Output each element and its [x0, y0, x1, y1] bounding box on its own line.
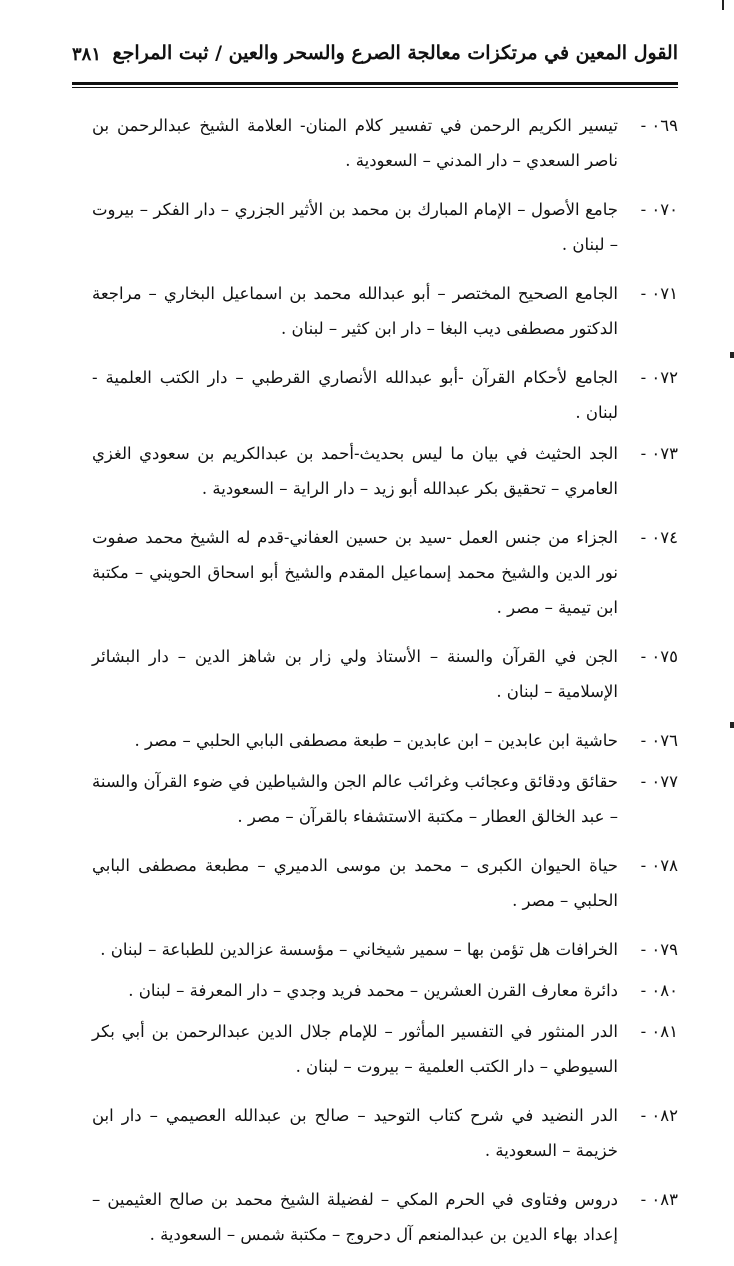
reference-text: حاشية ابن عابدين – ابن عابدين – طبعة مصطفى البابي الحلبي – مصر . — [134, 731, 618, 750]
reference-entry — [92, 276, 678, 346]
reference-text: دائرة معارف القرن العشرين – محمد فريد وجدي – دار المعرفة – لبنان . — [128, 981, 618, 1000]
reference-text: حقائق ودقائق وعجائب وغرائب عالم الجن والشياطين في ضوء القرآن والسنة – عبد الخالق العطار – مكتبة الاستشفاء بالقرآن – مصر . — [92, 772, 618, 826]
reference-text: حياة الحيوان الكبرى – محمد بن موسى الدميري – مطبعة مصطفى البابي الحلبي – مصر . — [92, 856, 618, 910]
reference-text: الدر المنثور في التفسير المأثور – للإمام جلال الدين عبدالرحمن بن أبي بكر السيوطي – دار الكتب العلمية – بيروت – لبنان . — [92, 1022, 618, 1076]
reference-entry — [92, 436, 678, 506]
reference-text: الدر النضيد في شرح كتاب التوحيد – صالح بن عبدالله العصيمي – دار ابن خزيمة – السعودية . — [92, 1106, 618, 1160]
reference-list — [92, 108, 678, 1266]
reference-number: ٠٨٣ - — [640, 1190, 678, 1209]
reference-number: ٠٧٧ - — [640, 772, 678, 791]
reference-text: دروس وفتاوى في الحرم المكي – لفضيلة الشيخ محمد بن صالح العثيمين – إعداد بهاء الدين بن عبدالمنعم آل دحروج – مكتبة شمس – السعودية . — [92, 1190, 618, 1244]
scan-mark — [730, 352, 734, 358]
reference-entry — [92, 932, 678, 967]
reference-entry — [92, 764, 678, 834]
reference-number: ٠٧٩ - — [640, 940, 678, 959]
reference-number: ٠٧١ - — [640, 284, 678, 303]
reference-number: ٠٦٩ - — [640, 116, 678, 135]
reference-number: ٠٧٥ - — [640, 647, 678, 666]
reference-number: ٠٧٦ - — [640, 731, 678, 750]
scan-mark — [730, 722, 734, 728]
scan-mark — [722, 0, 724, 10]
reference-text: الجامع الصحيح المختصر – أبو عبدالله محمد بن اسماعيل البخاري – مراجعة الدكتور مصطفى ديب البغا – دار ابن كثير – لبنان . — [92, 284, 618, 338]
reference-entry — [92, 192, 678, 262]
reference-text: الجن في القرآن والسنة – الأستاذ ولي زار بن شاهز الدين – دار البشائر الإسلامية – لبنان . — [92, 647, 618, 701]
reference-entry — [92, 108, 678, 178]
reference-number: ٠٧٢ - — [640, 368, 678, 387]
reference-entry — [92, 723, 678, 758]
reference-entry — [92, 1182, 678, 1252]
reference-text: الجامع لأحكام القرآن -أبو عبدالله الأنصاري القرطبي – دار الكتب العلمية - لبنان . — [92, 368, 618, 422]
reference-number: ٠٧٠ - — [640, 200, 678, 219]
reference-text: الجزاء من جنس العمل -سيد بن حسين العفاني-قدم له الشيخ محمد صفوت نور الدين والشيخ محمد إسماعيل المقدم والشيخ أبو اسحاق الحويني – مكتبة ابن تيمية – مصر . — [92, 528, 618, 617]
header-rule — [72, 82, 678, 85]
page-number: ٣٨١ — [72, 44, 102, 65]
reference-entry — [92, 360, 678, 430]
reference-number: ٠٨١ - — [640, 1022, 678, 1041]
reference-entry — [92, 520, 678, 625]
reference-number: ٠٧٤ - — [640, 528, 678, 547]
reference-text: تيسير الكريم الرحمن في تفسير كلام المنان- العلامة الشيخ عبدالرحمن بن ناصر السعدي – دار المدني – السعودية . — [92, 116, 618, 170]
reference-number: ٠٨٢ - — [640, 1106, 678, 1125]
reference-number: ٠٧٨ - — [640, 856, 678, 875]
reference-entry — [92, 848, 678, 918]
reference-text: الخرافات هل تؤمن بها – سمير شيخاني – مؤسسة عزالدين للطباعة – لبنان . — [100, 940, 618, 959]
header-rule-thin — [72, 87, 678, 88]
reference-number: ٠٨٠ - — [640, 981, 678, 1000]
reference-entry — [92, 973, 678, 1008]
reference-entry — [92, 1014, 678, 1084]
page-header — [72, 40, 678, 74]
reference-text: جامع الأصول – الإمام المبارك بن محمد بن الأثير الجزري – دار الفكر – بيروت – لبنان . — [92, 200, 618, 254]
reference-number: ٠٧٣ - — [640, 444, 678, 463]
running-title: القول المعين في مرتكزات معالجة الصرع والسحر والعين / ثبت المراجع — [112, 42, 678, 64]
reference-entry — [92, 639, 678, 709]
reference-text: الجد الحثيث في بيان ما ليس بحديث-أحمد بن عبدالكريم بن سعودي الغزي العامري – تحقيق بكر عبدالله أبو زيد – دار الراية – السعودية . — [92, 444, 618, 498]
reference-entry — [92, 1098, 678, 1168]
